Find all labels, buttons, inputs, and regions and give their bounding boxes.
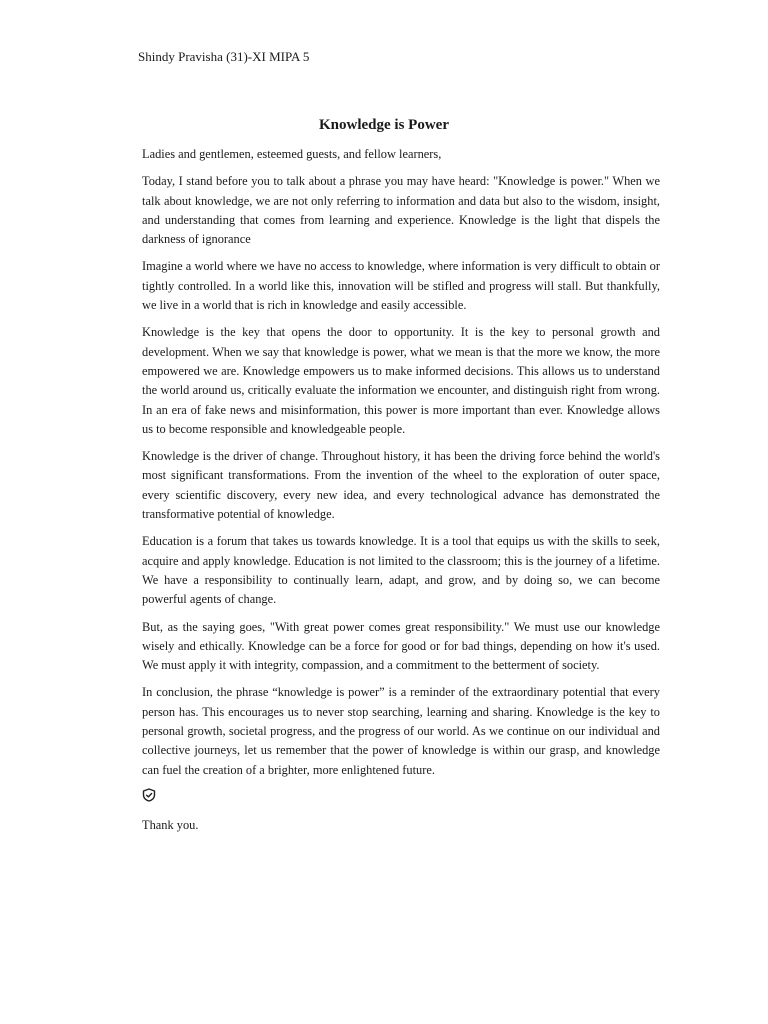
speech-body [142,145,660,843]
paragraph-responsibility: But, as the saying goes, "With great power comes great responsibility." We must use our knowledge wisely and ethically. Knowledge can be a force for good or for bad things, depending on how it's used. We must apply it with integrity, compassion, and a commitment to the betterment of society. [142,619,660,673]
paragraph-key-to-opportunity: Knowledge is the key that opens the door to opportunity. It is the key to personal growth and development. When we say that knowledge is power, what we mean is that the more we know, the more empowered we are. Knowledge empowers us to make informed decisions. This allows us to understand the world around us, critically evaluate the information we encounter, and distinguish right from wrong. In an era of fake news and misinformation, this power is more important than ever. Knowledge allows us to become responsible and knowledgeable people. [142,325,660,436]
page-title: Knowledge is Power [319,117,449,133]
paragraph-greeting: Ladies and gentlemen, esteemed guests, and fellow learners, [142,147,442,161]
paragraph-imagine-world: Imagine a world where we have no access to knowledge, where information is very difficult to obtain or tightly controlled. In a world like this, innovation will be stifled and progress will stall. But thankfully, we live in a world that is rich in knowledge and easily accessible. [142,259,660,313]
paragraph-education: Education is a forum that takes us towards knowledge. It is a tool that equips us with the skills to seek, acquire and apply knowledge. Education is not limited to the classroom; this is the journey of a lifetime. We have a responsibility to continually learn, adapt, and grow, and by doing so, we can become powerful agents of change. [142,534,660,607]
paragraph-introduction: Today, I stand before you to talk about a phrase you may have heard: "Knowledge is power." When we talk about knowledge, we are not only referring to information and data but also to the wisdom, insight, and understanding that comes from learning and experience. Knowledge is the light that dispels the darkness of ignorance [142,174,660,247]
shield-check-icon [142,788,660,806]
paragraph-driver-of-change: Knowledge is the driver of change. Throughout history, it has been the driving force behind the world's most significant transformations. From the invention of the wheel to the exploration of outer space, every scientific discovery, every new idea, and every technological advance has demonstrated the transformative potential of knowledge. [142,449,660,522]
paragraph-conclusion: In conclusion, the phrase “knowledge is power” is a reminder of the extraordinary potential that every person has. This encourages us to never stop searching, learning and sharing. Knowledge is the key to personal growth, societal progress, and the progress of our world. As we continue on our individual and collective journeys, let us remember that the power of knowledge is within our grasp, and knowledge can fuel the creation of a brighter, more enlightened future. [142,685,660,777]
author-line: Shindy Pravisha (31)-XI MIPA 5 [138,49,310,64]
closing-text: Thank you. [142,817,199,832]
